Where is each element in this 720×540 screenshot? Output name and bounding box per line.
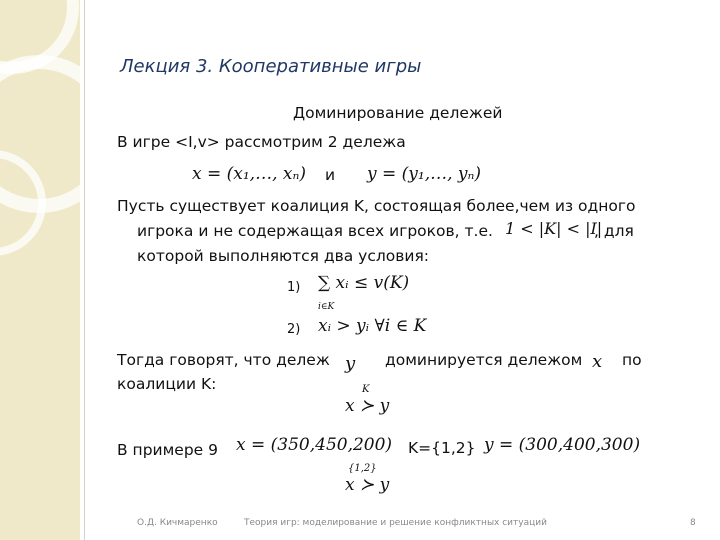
text-line: Тогда говорят, что дележ xyxy=(117,351,330,369)
condition-number: 1) xyxy=(287,280,301,295)
text-line: игрока и не содержащая всех игроков, т.е. xyxy=(137,222,493,240)
footer-author: О.Д. Кичмаренко xyxy=(137,518,218,528)
formula-x: x = (x₁,…, xₙ) xyxy=(192,164,306,184)
slide-subtitle: Доминирование дележей xyxy=(293,104,503,122)
decorative-sidebar xyxy=(0,0,80,540)
formula-superscript: {1,2} xyxy=(348,463,377,474)
formula-superscript: K xyxy=(362,384,370,395)
slide-title: Лекция 3. Кооперативные игры xyxy=(120,56,422,77)
formula-condition-1: ∑ xᵢ ≤ v(K) xyxy=(318,273,410,293)
formula-condition: 1 < |K| < |I| xyxy=(505,219,603,238)
text-line: В примере 9 xyxy=(117,441,218,459)
formula-subscript: i∈K xyxy=(318,302,335,312)
text-line: , для xyxy=(594,222,634,240)
and-word: и xyxy=(325,166,336,184)
text-line: по xyxy=(622,351,642,369)
formula-condition-2: xᵢ > yᵢ ∀i ∈ K xyxy=(318,316,427,336)
formula-y: y = (y₁,…, yₙ) xyxy=(367,164,482,184)
formula-example-x: x = (350,450,200) xyxy=(236,435,393,455)
variable-x: x xyxy=(592,351,603,372)
text-line: В игре <I,v> рассмотрим 2 дележа xyxy=(117,133,406,151)
footer-page-number: 8 xyxy=(690,518,696,528)
formula-dominance: x ≻ y xyxy=(345,396,390,416)
text-line: K={1,2} xyxy=(408,439,476,457)
text-line: Пусть существует коалиция K, состоящая более,чем из одного xyxy=(117,197,636,215)
formula-example-y: y = (300,400,300) xyxy=(484,435,641,455)
formula-dominance: x ≻ y xyxy=(345,475,390,495)
text-line: которой выполняются два условия: xyxy=(137,247,430,265)
divider xyxy=(84,0,85,540)
text-line: коалиции K: xyxy=(117,375,217,393)
variable-y: y xyxy=(345,353,356,374)
condition-number: 2) xyxy=(287,322,301,337)
text-line: доминируется дележом xyxy=(385,351,583,369)
footer-course: Теория игр: моделирование и решение конфликтных ситуаций xyxy=(244,518,547,528)
